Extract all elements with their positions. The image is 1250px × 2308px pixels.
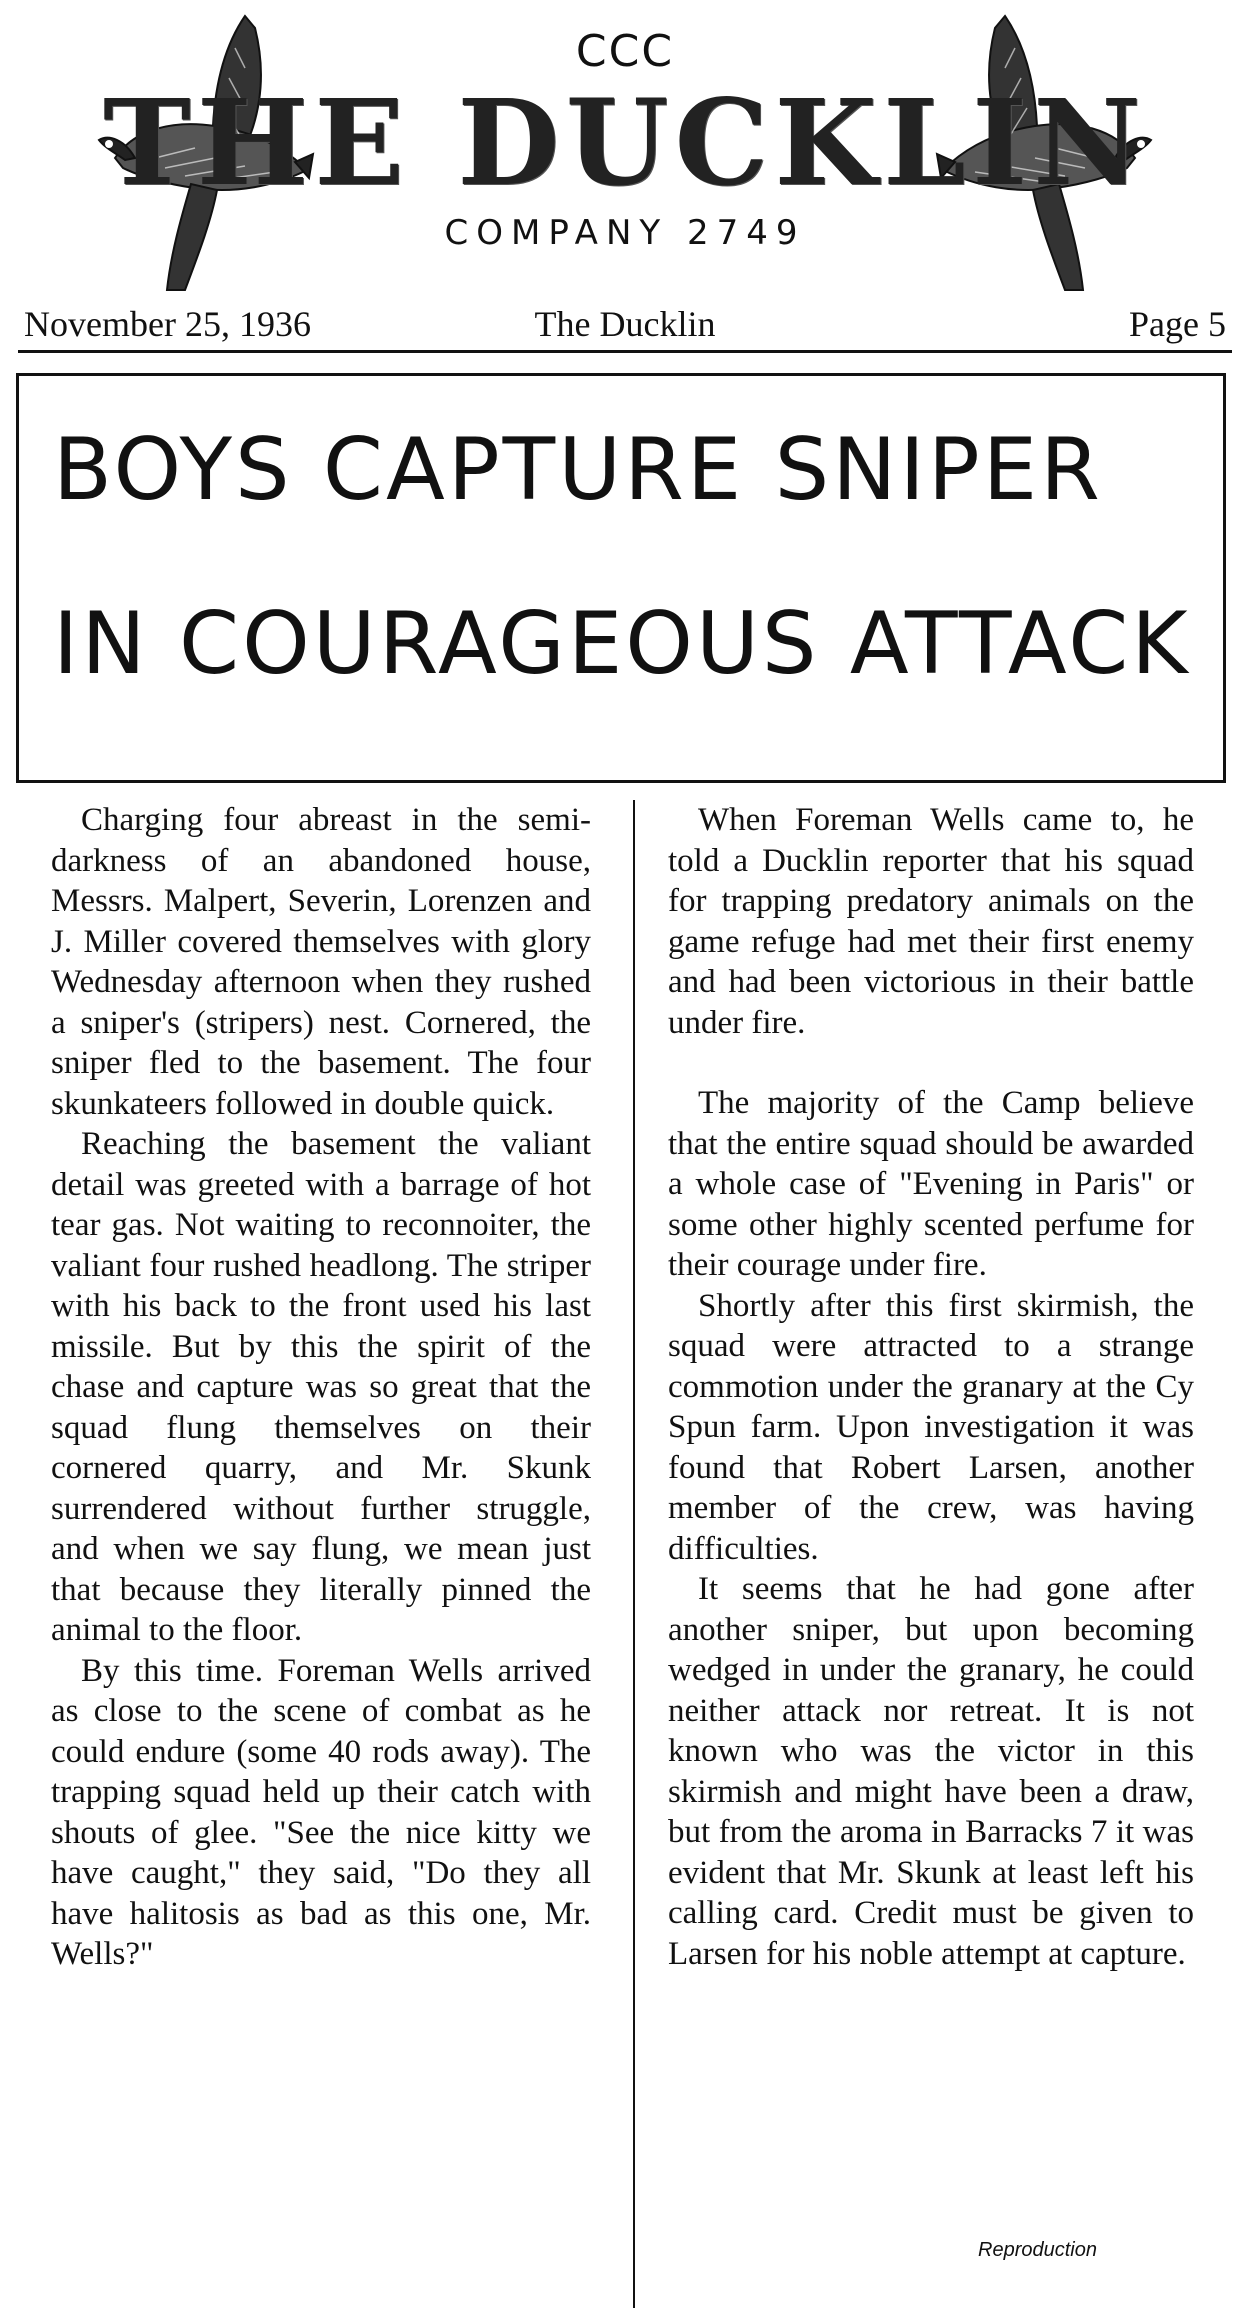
article-column-left bbox=[51, 800, 591, 1975]
masthead-title: THE DUCKLIN bbox=[102, 73, 1148, 212]
masthead-company: COMPANY 2749 bbox=[444, 213, 806, 253]
masthead-ccc: CCC bbox=[575, 26, 675, 77]
masthead bbox=[0, 0, 1250, 300]
headline-line-1: BOYS CAPTURE SNIPER bbox=[53, 420, 1103, 520]
article-paragraph: It seems that he had gone after another sniper, but upon becoming wedged in under the granary, he could neither attack nor retreat. It is not known who was the victor in this skirmish and might have been a draw, but from the aroma in Barracks 7 it was evident that Mr. Skunk at least left his calling card. Credit must be given to Larsen for his noble attempt at capture. bbox=[668, 1571, 1194, 1972]
headline-line-2: IN COURAGEOUS ATTACK bbox=[53, 594, 1191, 694]
article-paragraph: Charging four abreast in the semi-darkness of an abandoned house, Messrs. Malpert, Severin, Lorenzen and J. Miller covered themselves with glory Wednesday afternoon when they rushed a sniper's (stripers) nest. Cornered, the sniper fled to the basement. The four skunkateers followed in double quick. bbox=[51, 802, 591, 1122]
article-column-right bbox=[668, 800, 1194, 1974]
article-paragraph: Shortly after this first skirmish, the squad were attracted to a strange commotion under the granary at the Cy Spun farm. Upon investigation it was found that Robert Larsen, another member of the crew, was having difficulties. bbox=[668, 1287, 1194, 1567]
reproduction-credit: Reproduction bbox=[978, 2239, 1097, 2261]
article-paragraph: When Foreman Wells came to, he told a Ducklin reporter that his squad for trapping predatory animals on the game refuge had met their first enemy and had been victorious in their battle under fire. bbox=[668, 802, 1194, 1041]
article-paragraph: By this time. Foreman Wells arrived as close to the scene of combat as he could endure (some 40 rods away). The trapping squad held up their catch with shouts of glee. "See the nice kitty we have caught," they said, "Do they all have halitosis as bad as this one, Mr. Wells?" bbox=[51, 1652, 591, 1972]
header-divider bbox=[18, 350, 1232, 353]
headline-box bbox=[16, 373, 1226, 783]
paper-name: The Ducklin bbox=[534, 304, 716, 344]
article-paragraph: Reaching the basement the valiant detail was greeted with a barrage of hot tear gas. Not waiting to reconnoiter, the valiant four rushed headlong. The striper with his back to the front used his last missile. But by this the spirit of the chase and capture was so great that the squad flung themselves on their cornered quarry, and Mr. Skunk surrendered without further struggle, and when we say flung, we mean just that because they literally pinned the animal to the floor. bbox=[51, 1126, 591, 1648]
page-number: Page 5 bbox=[1129, 304, 1226, 344]
issue-header bbox=[24, 302, 1226, 346]
article-paragraph: The majority of the Camp believe that the entire squad should be awarded a whole case of "Evening in Paris" or some other highly scented perfume for their courage under fire. bbox=[668, 1085, 1194, 1283]
column-divider bbox=[633, 800, 635, 2308]
issue-date: November 25, 1936 bbox=[24, 304, 311, 344]
